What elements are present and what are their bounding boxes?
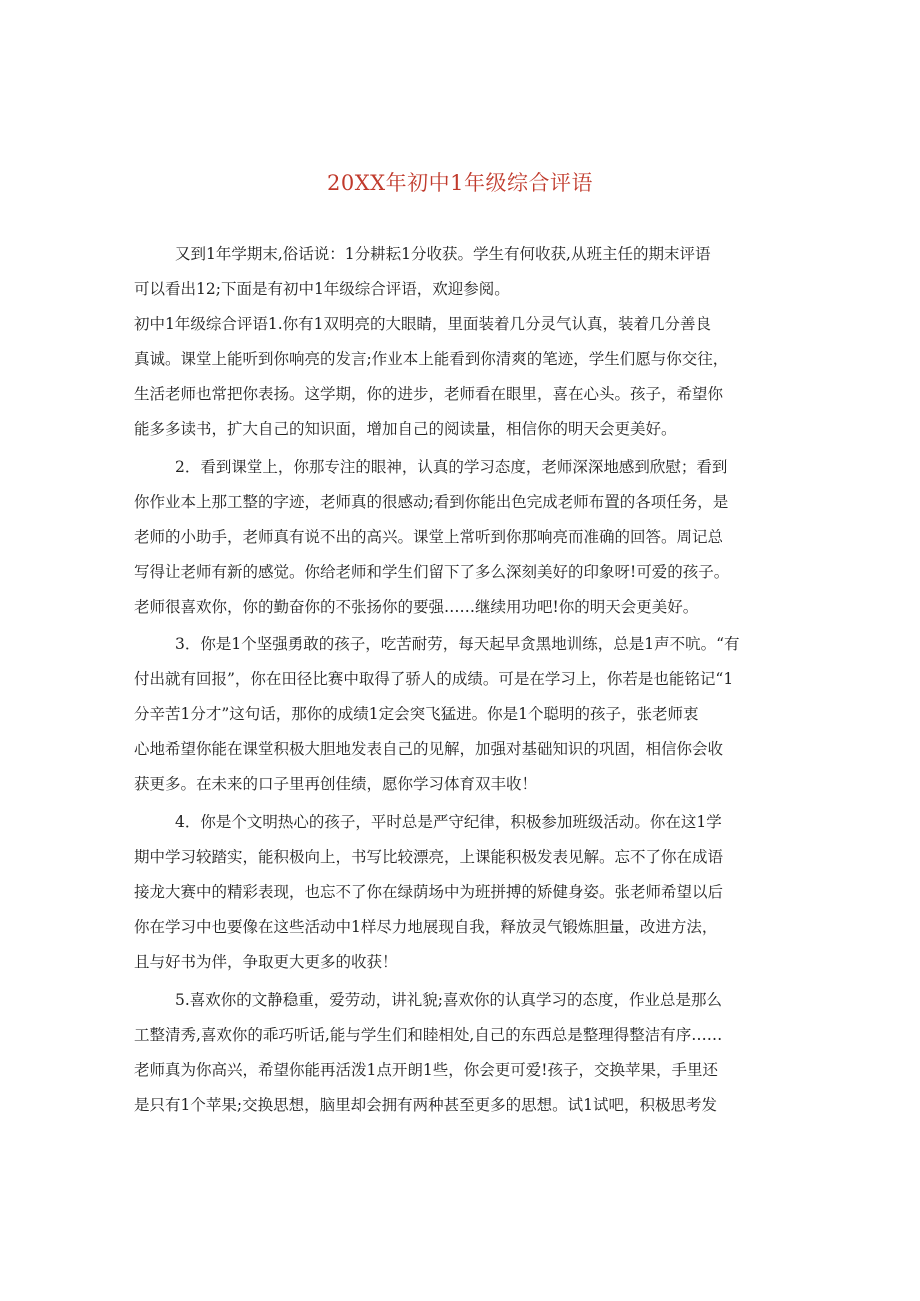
text-line: 2．看到课堂上，你那专注的眼神，认真的学习态度，老师深深地感到欣慰；看到 bbox=[175, 458, 728, 476]
text-line: 能多多读书，扩大自己的知识面，增加自己的阅读量，相信你的明天会更美好。 bbox=[134, 420, 677, 438]
text-line: 是只有1个苹果;交换思想，脑里却会拥有两种甚至更多的思想。试1试吧，积极思考发 bbox=[134, 1096, 717, 1114]
text-line: 可以看出12;下面是有初中1年级综合评语，欢迎参阅。 bbox=[134, 280, 510, 298]
text-line: 老师真为你高兴，希望你能再活泼1点开朗1些，你会更可爱!孩子，交换苹果，手里还 bbox=[134, 1061, 718, 1079]
text-line: 付出就有回报”，你在田径比赛中取得了骄人的成绩。可是在学习上，你若是也能铭记“1 bbox=[134, 670, 734, 688]
text-line: 分辛苦1分才”这句话，那你的成绩1定会突飞猛进。你是1个聪明的孩子，张老师衷 bbox=[134, 705, 699, 723]
text-line: 获更多。在未来的口子里再创佳绩，愿你学习体育双丰收！ bbox=[134, 775, 538, 793]
text-line: 4．你是个文明热心的孩子，平时总是严守纪律，积极参加班级活动。你在这1学 bbox=[175, 813, 722, 831]
text-line: 工整清秀,喜欢你的乖巧听话,能与学生们和睦相处,自己的东西总是整理得整洁有序…… bbox=[134, 1026, 723, 1044]
text-line: 真诚。课堂上能听到你响亮的发言;作业本上能看到你清爽的笔迹，学生们愿与你交往， bbox=[134, 350, 729, 368]
text-line: 期中学习较踏实，能积极向上，书写比较漂亮，上课能积极发表见解。忘不了你在成语 bbox=[134, 848, 724, 866]
text-line: 接龙大赛中的精彩表现，也忘不了你在绿荫场中为班拼搏的矫健身姿。张老师希望以后 bbox=[134, 883, 724, 901]
text-line: 且与好书为伴，争取更大更多的收获！ bbox=[134, 953, 398, 971]
text-line: 你作业本上那工整的字迹，老师真的很感动;看到你能出色完成老师布置的各项任务，是 bbox=[134, 493, 729, 511]
text-line: 生活老师也常把你表扬。这学期，你的进步，老师看在眼里，喜在心头。孩子，希望你 bbox=[134, 385, 724, 403]
text-line: 又到1年学期末,俗话说：1分耕耘1分收获。学生有何收获,从班主任的期末评语 bbox=[175, 245, 711, 263]
text-line: 老师的小助手，老师真有说不出的高兴。课堂上常听到你那响亮而准确的回答。周记总 bbox=[134, 528, 724, 546]
text-line: 5.喜欢你的文静稳重，爱劳动，讲礼貌;喜欢你的认真学习的态度，作业总是那么 bbox=[175, 991, 723, 1009]
text-line: 你在学习中也要像在这些活动中1样尽力地展现自我，释放灵气锻炼胆量，改进方法， bbox=[134, 918, 718, 936]
text-line: 老师很喜欢你，你的勤奋你的不张扬你的要强……继续用功吧!你的明天会更美好。 bbox=[134, 598, 699, 616]
text-line: 心地希望你能在课堂积极大胆地发表自己的见解，加强对基础知识的巩固，相信你会收 bbox=[134, 740, 724, 758]
text-line: 初中1年级综合评语1.你有1双明亮的大眼睛，里面装着几分灵气认真，装着几分善良 bbox=[134, 315, 712, 333]
document-title: 20XX年初中1年级综合评语 bbox=[327, 171, 593, 195]
text-line: 3．你是1个坚强勇敢的孩子，吃苦耐劳，每天起早贪黑地训练，总是1声不吭。“有 bbox=[175, 635, 740, 653]
text-line: 写得让老师有新的感觉。你给老师和学生们留下了多么深刻美好的印象呀!可爱的孩子。 bbox=[134, 563, 730, 581]
